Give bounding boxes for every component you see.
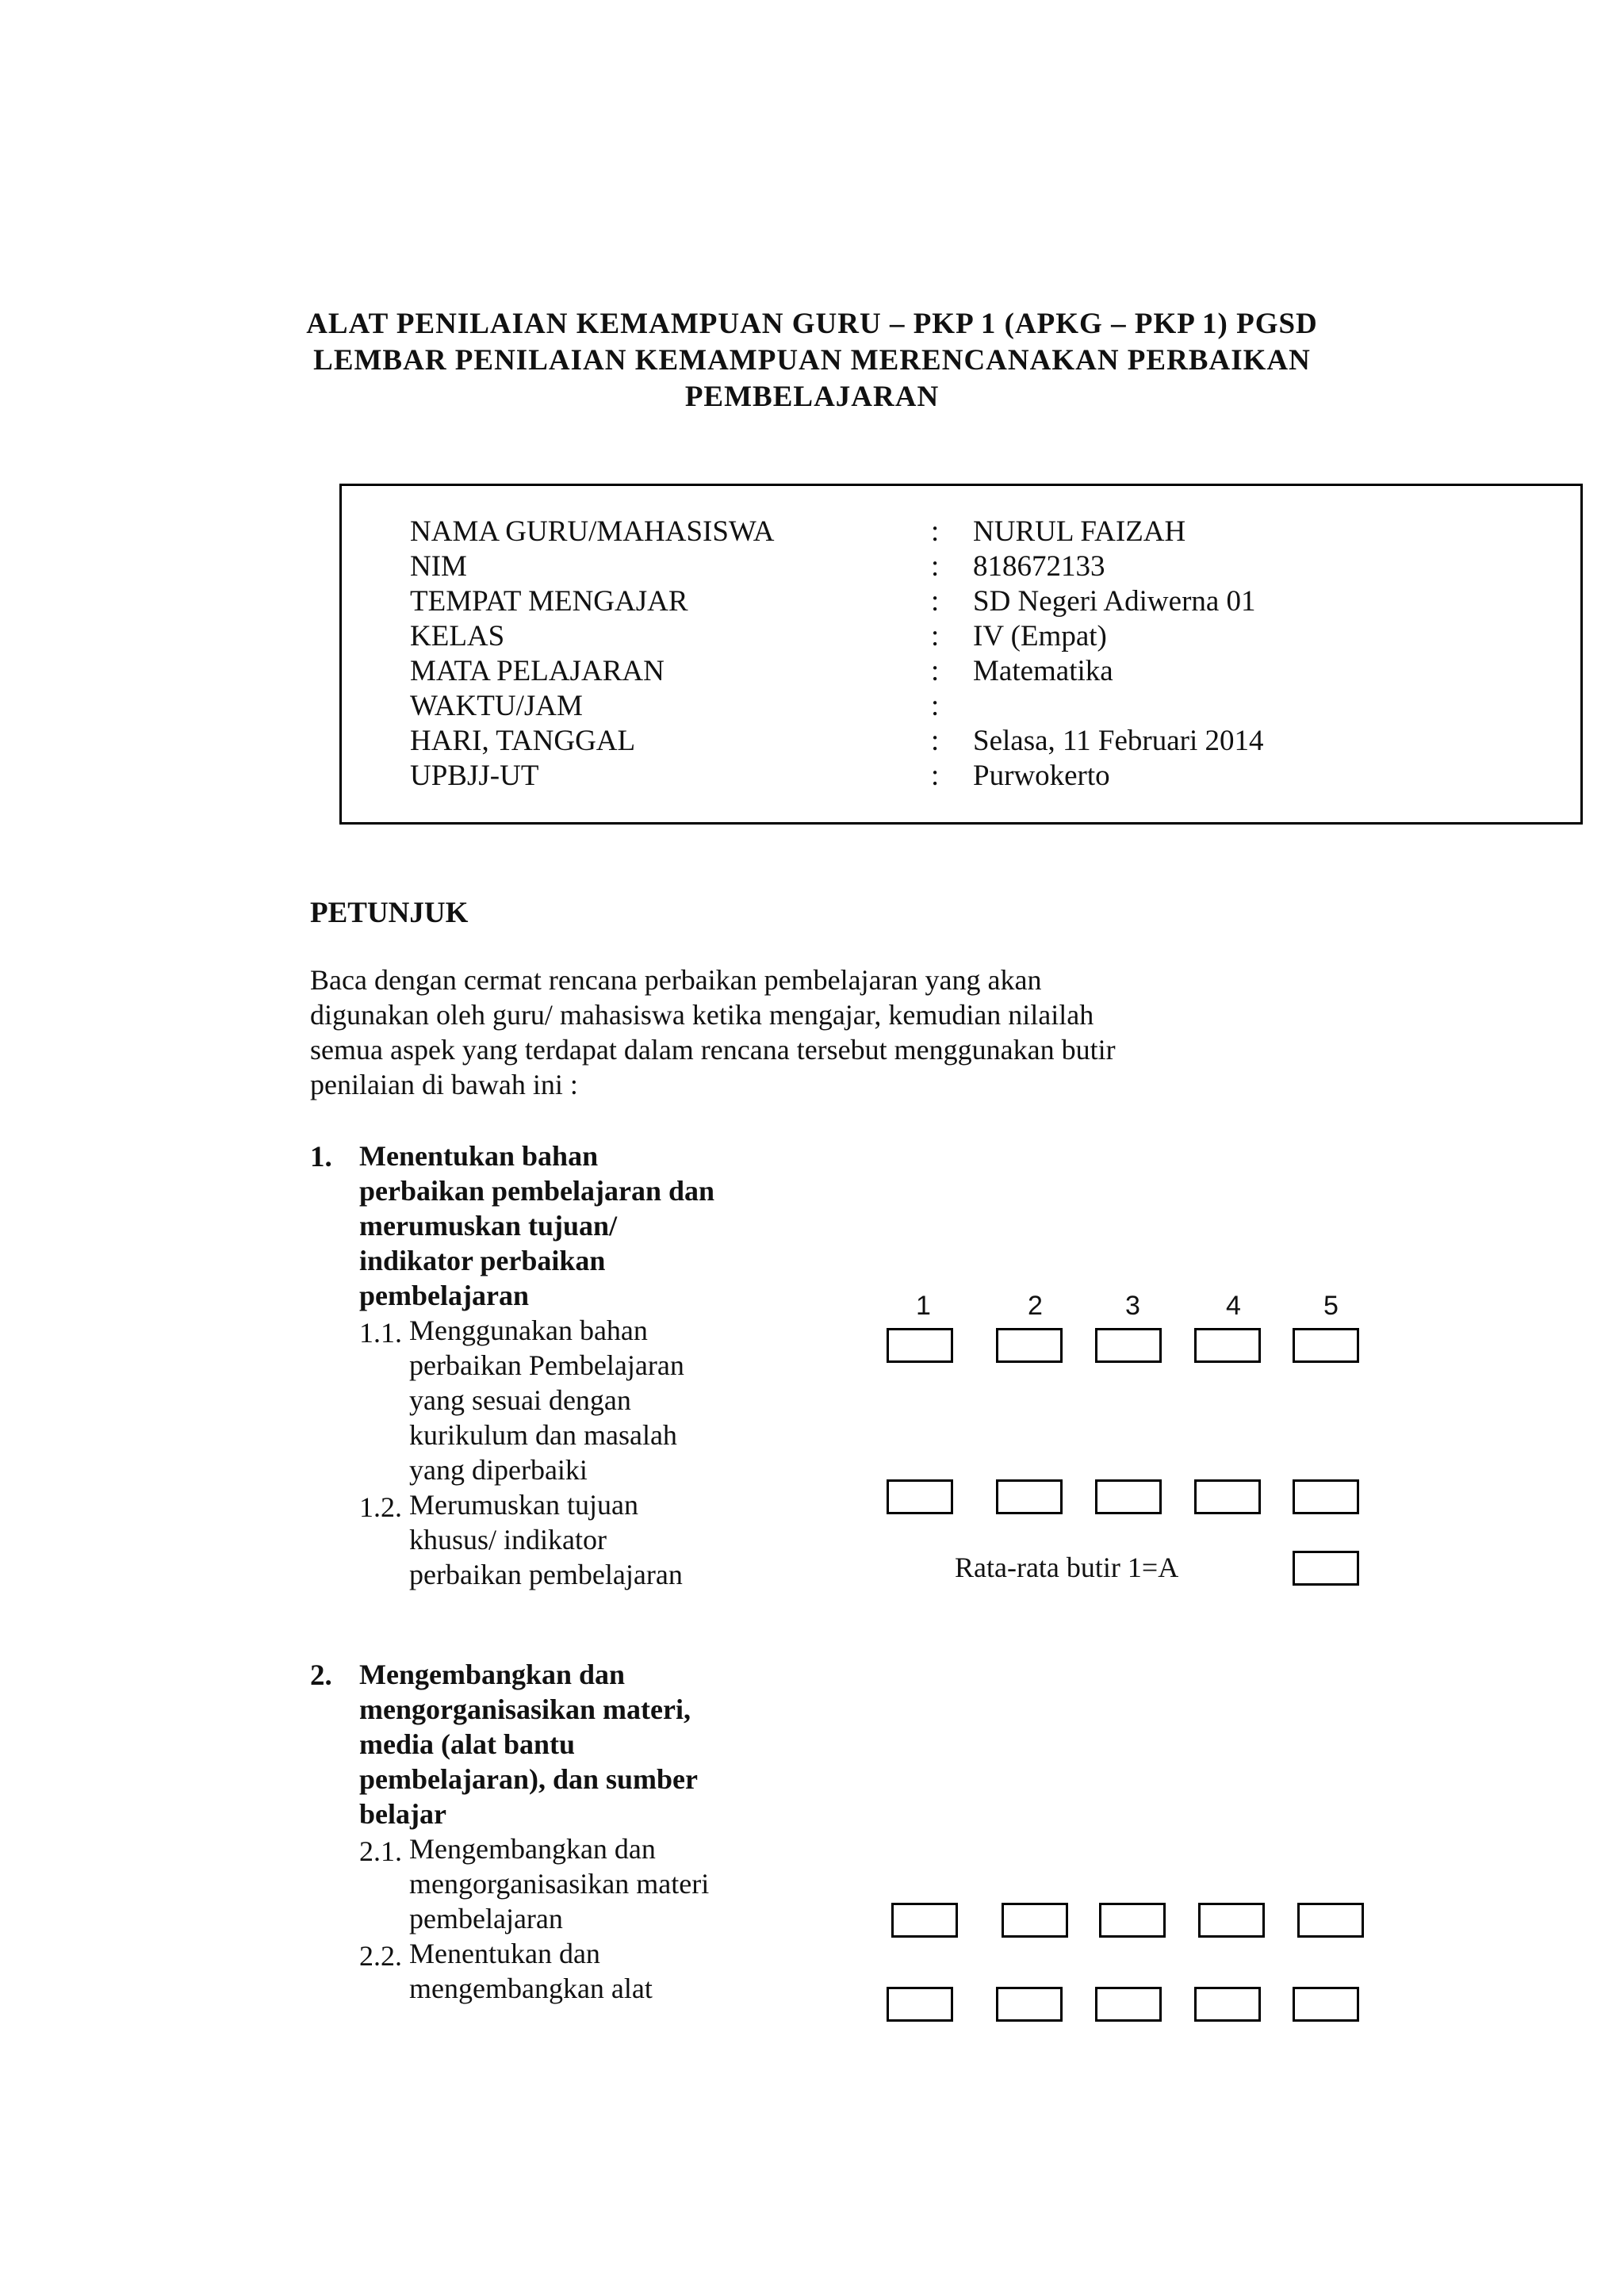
petunjuk-line: semua aspek yang terdapat dalam rencana tersebut menggunakan butir <box>310 1034 1116 1066</box>
item-line: mengembangkan alat <box>409 1973 653 2004</box>
info-label: HARI, TANGGAL <box>410 725 636 757</box>
item-line: yang sesuai dengan <box>409 1384 631 1416</box>
section-title-line: indikator perbaikan <box>359 1245 606 1276</box>
item-1-2-text <box>409 1487 853 1592</box>
doc-title-line-3: PEMBELAJARAN <box>684 381 940 413</box>
info-colon: : <box>931 515 940 548</box>
score-box-1-2-3[interactable] <box>1095 1479 1162 1514</box>
info-label: UPBJJ-UT <box>410 760 539 792</box>
item-line: Menggunakan bahan <box>409 1314 648 1346</box>
info-value: Matematika <box>973 655 1113 687</box>
item-1-2-number: 1.2. <box>359 1491 402 1523</box>
item-line: Mengembangkan dan <box>409 1833 656 1865</box>
section-2-title <box>359 1657 851 1831</box>
scale-number-5: 5 <box>1323 1291 1339 1321</box>
doc-title-line-1: ALAT PENILAIAN KEMAMPUAN GURU – PKP 1 (APKG – PKP 1) PGSD <box>306 308 1318 340</box>
scale-number-2: 2 <box>1028 1291 1043 1321</box>
score-box-2-2-5[interactable] <box>1293 1987 1359 2022</box>
section-title-line: Menentukan bahan <box>359 1140 599 1172</box>
section-title-line: pembelajaran), dan sumber <box>359 1763 699 1795</box>
section-title-line: Mengembangkan dan <box>359 1659 626 1690</box>
score-box-2-1-2[interactable] <box>1002 1903 1068 1938</box>
item-1-1-number: 1.1. <box>359 1317 402 1349</box>
score-box-1-1-5[interactable] <box>1293 1328 1359 1363</box>
item-line: Merumuskan tujuan <box>409 1489 638 1521</box>
section-title-line: perbaikan pembelajaran dan <box>359 1175 715 1207</box>
info-colon: : <box>931 655 940 687</box>
item-2-1-number: 2.1. <box>359 1835 402 1867</box>
score-box-2-1-1[interactable] <box>891 1903 958 1938</box>
score-box-1-2-2[interactable] <box>996 1479 1063 1514</box>
info-colon: : <box>931 585 940 618</box>
score-box-1-1-3[interactable] <box>1095 1328 1162 1363</box>
info-value: SD Negeri Adiwerna 01 <box>973 585 1256 618</box>
item-line: mengorganisasikan materi <box>409 1868 710 1900</box>
score-box-1-2-4[interactable] <box>1194 1479 1261 1514</box>
info-value: NURUL FAIZAH <box>973 515 1186 548</box>
scale-number-1: 1 <box>916 1291 931 1321</box>
section-title-line: merumuskan tujuan/ <box>359 1210 618 1242</box>
score-box-1-1-4[interactable] <box>1194 1328 1261 1363</box>
section-1-title <box>359 1138 835 1313</box>
info-label: NIM <box>410 550 467 583</box>
scale-number-4: 4 <box>1226 1291 1241 1321</box>
info-colon: : <box>931 760 940 792</box>
info-colon: : <box>931 550 940 583</box>
info-label: KELAS <box>410 620 505 652</box>
score-box-1-2-5[interactable] <box>1293 1479 1359 1514</box>
doc-title-line-2: LEMBAR PENILAIAN KEMAMPUAN MERENCANAKAN PERBAIKAN <box>313 344 1311 377</box>
petunjuk-line: Baca dengan cermat rencana perbaikan pembelajaran yang akan <box>310 964 1042 996</box>
section-title-line: pembelajaran <box>359 1280 529 1311</box>
item-line: Menentukan dan <box>409 1938 600 1969</box>
info-value: IV (Empat) <box>973 620 1107 652</box>
item-line: pembelajaran <box>409 1903 563 1934</box>
info-label: MATA PELAJARAN <box>410 655 665 687</box>
info-value: Purwokerto <box>973 760 1110 792</box>
info-colon: : <box>931 620 940 652</box>
item-line: yang diperbaiki <box>409 1454 588 1486</box>
item-line: kurikulum dan masalah <box>409 1419 677 1451</box>
petunjuk-heading: PETUNJUK <box>310 897 469 929</box>
section-title-line: media (alat bantu <box>359 1728 576 1760</box>
info-value: 818672133 <box>973 550 1105 583</box>
info-colon: : <box>931 725 940 757</box>
scale-number-3: 3 <box>1125 1291 1140 1321</box>
score-box-2-2-4[interactable] <box>1194 1987 1261 2022</box>
score-box-1-1-1[interactable] <box>887 1328 953 1363</box>
item-2-2-number: 2.2. <box>359 1940 402 1972</box>
section-2-number: 2. <box>310 1659 332 1692</box>
petunjuk-paragraph <box>310 962 1262 1102</box>
section-1-number: 1. <box>310 1141 332 1173</box>
item-2-1-text <box>409 1831 853 1936</box>
info-value: Selasa, 11 Februari 2014 <box>973 725 1264 757</box>
info-colon: : <box>931 690 940 722</box>
score-box-2-1-5[interactable] <box>1297 1903 1364 1938</box>
average-box-1[interactable] <box>1293 1551 1359 1586</box>
item-line: perbaikan Pembelajaran <box>409 1349 684 1381</box>
score-box-1-2-1[interactable] <box>887 1479 953 1514</box>
identity-box <box>339 484 1583 825</box>
average-label-1: Rata-rata butir 1=A <box>955 1552 1179 1583</box>
info-label: WAKTU/JAM <box>410 690 583 722</box>
section-title-line: belajar <box>359 1798 446 1830</box>
score-box-1-1-2[interactable] <box>996 1328 1063 1363</box>
petunjuk-line: digunakan oleh guru/ mahasiswa ketika mengajar, kemudian nilailah <box>310 999 1094 1031</box>
score-box-2-2-3[interactable] <box>1095 1987 1162 2022</box>
item-line: perbaikan pembelajaran <box>409 1559 683 1590</box>
info-label: TEMPAT MENGAJAR <box>410 585 688 618</box>
item-line: khusus/ indikator <box>409 1524 607 1556</box>
score-box-2-1-3[interactable] <box>1099 1903 1166 1938</box>
item-2-2-text <box>409 1936 853 2006</box>
score-box-2-1-4[interactable] <box>1198 1903 1265 1938</box>
item-1-1-text <box>409 1313 853 1487</box>
info-label: NAMA GURU/MAHASISWA <box>410 515 775 548</box>
score-box-2-2-2[interactable] <box>996 1987 1063 2022</box>
score-box-2-2-1[interactable] <box>887 1987 953 2022</box>
petunjuk-line: penilaian di bawah ini : <box>310 1069 578 1100</box>
section-title-line: mengorganisasikan materi, <box>359 1693 691 1725</box>
